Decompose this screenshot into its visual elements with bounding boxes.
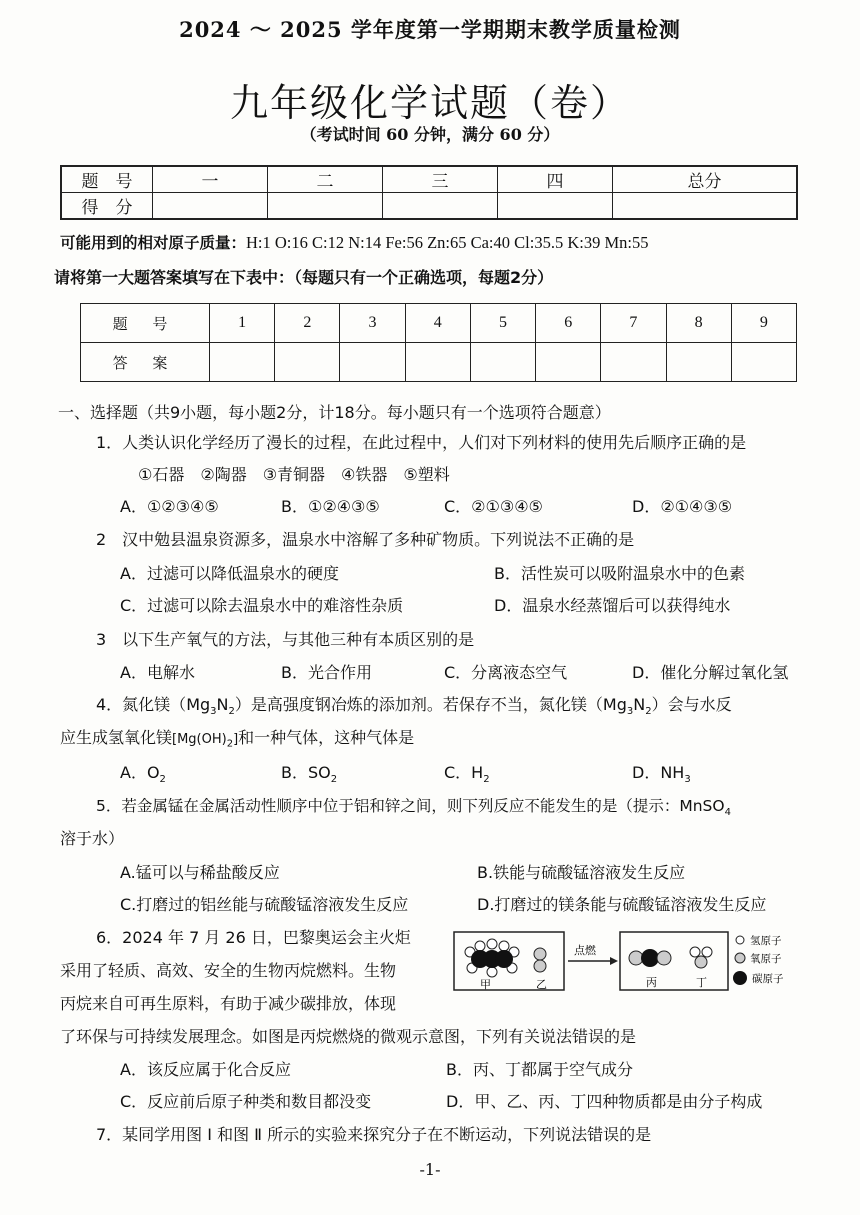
option-b: B．丙、丁都属于空气成分 — [446, 1060, 633, 1079]
legend-hydrogen: 氢原子 — [750, 935, 782, 947]
score-cell: 一 — [153, 166, 268, 193]
answer-cell[interactable] — [470, 343, 535, 382]
question-number: 5 — [470, 304, 535, 343]
score-input-cell[interactable] — [498, 193, 613, 220]
option-a: A．$O_2$ — [120, 763, 166, 786]
question-stem-continued: 丙烷来自可再生原料，有助于减少碳排放，体现 — [60, 994, 397, 1013]
question-number: 9 — [731, 304, 796, 343]
question-number: 6 — [536, 304, 601, 343]
answer-cell[interactable] — [340, 343, 405, 382]
option-a: A．①②③④⑤ — [120, 497, 219, 516]
question-stem: 6．2024 年 7 月 26 日，巴黎奥运会主火炬 — [96, 928, 411, 947]
score-cell: 题 号 — [61, 166, 153, 193]
option-c: C.打磨过的铝丝能与硫酸锰溶液发生反应 — [120, 895, 409, 914]
score-input-cell[interactable] — [153, 193, 268, 220]
option-text: B．SO — [281, 763, 331, 782]
score-cell: 得 分 — [61, 193, 153, 220]
score-table — [60, 165, 798, 220]
question-stem-continued: 溶于水） — [60, 829, 125, 848]
answer-instruction: 请将第一大题答案填写在下表中：（每题只有一个正确选项，每题2分） — [54, 268, 554, 287]
answer-cell[interactable] — [731, 343, 796, 382]
question-items: ①石器 ②陶器 ③青铜器 ④铁器 ⑤塑料 — [138, 465, 450, 484]
answer-cell[interactable] — [405, 343, 470, 382]
atomic-masses — [60, 231, 648, 253]
score-cell: 二 — [268, 166, 383, 193]
option-d: D．温泉水经蒸馏后可以获得纯水 — [494, 596, 731, 615]
question-stem: 3 以下生产氧气的方法，与其他三种有本质区别的是 — [96, 630, 475, 649]
stem-text: 和一种气体，这种气体是 — [238, 728, 415, 747]
option-a: A．电解水 — [120, 663, 195, 682]
question-stem: 1．人类认识化学经历了漫长的过程，在此过程中，人们对下列材料的使用先后顺序正确的是 — [96, 433, 747, 452]
option-c: C．②①③④⑤ — [444, 497, 543, 516]
option-c: C．过滤可以除去温泉水中的难溶性杂质 — [120, 596, 404, 615]
option-a: A．过滤可以降低温泉水的硬度 — [120, 564, 339, 583]
score-table-score-row — [61, 193, 797, 220]
propane-molecule-icon — [465, 939, 519, 977]
question-number: 1 — [210, 304, 275, 343]
question-number: 2 — [275, 304, 340, 343]
answer-cell[interactable] — [275, 343, 340, 382]
option-c: C．分离液态空气 — [444, 663, 568, 682]
score-input-cell[interactable] — [383, 193, 498, 220]
option-c: C．$H_2$ — [444, 763, 490, 786]
stem-text: 5．若金属锰在金属活动性顺序中位于铝和锌之间，则下列反应不能发生的是（提示：MnSO — [96, 797, 725, 815]
question-number: 4 — [405, 304, 470, 343]
page-number: -1- — [419, 1160, 441, 1179]
legend-oxygen: 氧原子 — [750, 953, 782, 965]
option-d: D.打磨过的镁条能与硫酸锰溶液发生反应 — [477, 895, 767, 914]
score-cell: 总分 — [613, 166, 798, 193]
answer-cell[interactable] — [666, 343, 731, 382]
label-yi: 乙 — [536, 978, 547, 991]
label-bing: 丙 — [646, 976, 657, 989]
water-molecule-icon — [690, 947, 712, 968]
question-stem: 4．氮化镁$(Mg_3N_2)$是高强度钢冶炼的添加剂。若保存不当，氮化镁$(Mg_3N_2)$会与水反 — [96, 695, 732, 718]
answer-table-number-row — [81, 304, 797, 343]
answer-header-label: 题 号 — [81, 304, 210, 343]
score-input-cell[interactable] — [613, 193, 798, 220]
option-a: A．该反应属于化合反应 — [120, 1060, 291, 1079]
answer-table-answer-row — [81, 343, 797, 382]
exam-duration: （考试时间 60 分钟，满分 60 分） — [300, 125, 560, 144]
question-stem: 7．某同学用图 Ⅰ 和图 Ⅱ 所示的实验来探究分子在不断运动，下列说法错误的是 — [96, 1125, 652, 1144]
carbon-atom-icon — [733, 971, 747, 985]
page-title: 九年级化学试题（卷） — [229, 81, 630, 125]
question-number: 3 — [340, 304, 405, 343]
legend — [733, 934, 784, 985]
atomic-masses-label: 可能用到的相对原子质量： — [60, 234, 247, 252]
option-d: D．$NH_3$ — [632, 763, 691, 786]
arrow-head-icon — [610, 957, 618, 965]
reaction-diagram-svg — [452, 928, 852, 996]
propane-combustion-diagram — [452, 928, 852, 996]
stem-text: 应生成氢氧化镁 — [60, 728, 173, 747]
question-number: 7 — [601, 304, 666, 343]
question-stem-continued: 采用了轻质、高效、安全的生物丙烷燃料。生物 — [60, 961, 397, 980]
arrow-label: 点燃 — [574, 944, 596, 957]
stem-text: 4．氮化镁（ — [96, 695, 187, 714]
option-b: B.铁能与硫酸锰溶液发生反应 — [477, 863, 686, 882]
label-ding: 丁 — [696, 976, 707, 989]
hydrogen-atom-icon — [736, 936, 744, 944]
legend-carbon: 碳原子 — [752, 973, 784, 985]
label-jia: 甲 — [480, 978, 491, 991]
option-a: A.锰可以与稀盐酸反应 — [120, 863, 280, 882]
answer-table — [80, 303, 797, 382]
option-text: D．NH — [632, 763, 685, 782]
score-input-cell[interactable] — [268, 193, 383, 220]
oxygen-atom-icon — [735, 953, 745, 963]
question-number: 8 — [666, 304, 731, 343]
score-cell: 三 — [383, 166, 498, 193]
score-cell: 四 — [498, 166, 613, 193]
option-d: D．催化分解过氧化氢 — [632, 663, 789, 682]
answer-cell[interactable] — [601, 343, 666, 382]
exam-header: 2024 ～ 2025 学年度第一学期期末教学质量检测 — [179, 17, 681, 42]
option-d: D．②①④③⑤ — [632, 497, 733, 516]
option-b: B．①②④③⑤ — [281, 497, 380, 516]
stem-text: ）会与水反 — [651, 695, 732, 714]
option-text: C．H — [444, 763, 484, 782]
question-stem-continued: 应生成氢氧化镁$[Mg(OH)_2]$和一种气体，这种气体是 — [60, 728, 415, 750]
question-stem-continued: 了环保与可持续发展理念。如图是丙烷燃烧的微观示意图，下列有关说法错误的是 — [60, 1027, 637, 1046]
answer-label: 答 案 — [81, 343, 210, 382]
stem-text: ）是高强度钢冶炼的添加剂。若保存不当，氮化镁（ — [234, 695, 603, 714]
carbon-dioxide-molecule-icon — [629, 949, 671, 967]
section-title: 一、选择题（共9小题，每小题2分，计18分。每小题只有一个选项符合题意） — [58, 403, 611, 422]
option-c: C．反应前后原子种类和数目都没变 — [120, 1092, 372, 1111]
answer-cell[interactable] — [210, 343, 275, 382]
option-text: A．O — [120, 763, 160, 782]
option-b: B．光合作用 — [281, 663, 372, 682]
oxygen-molecule-icon — [534, 948, 546, 972]
atomic-masses-values: H:1 O:16 C:12 N:14 Fe:56 Zn:65 Ca:40 Cl:35.5 K:39 Mn:55 — [246, 233, 649, 252]
answer-cell[interactable] — [536, 343, 601, 382]
option-b: B．$SO_2$ — [281, 763, 338, 786]
question-stem: 2 汉中勉县温泉资源多，温泉水中溶解了多种矿物质。下列说法不正确的是 — [96, 530, 635, 549]
option-d: D．甲、乙、丙、丁四种物质都是由分子构成 — [446, 1092, 763, 1111]
score-table-header-row — [61, 166, 797, 193]
option-b: B．活性炭可以吸附温泉水中的色素 — [494, 564, 745, 583]
question-stem: 5．若金属锰在金属活动性顺序中位于铝和锌之间，则下列反应不能发生的是（提示：MnSO$_4$ — [96, 797, 731, 819]
